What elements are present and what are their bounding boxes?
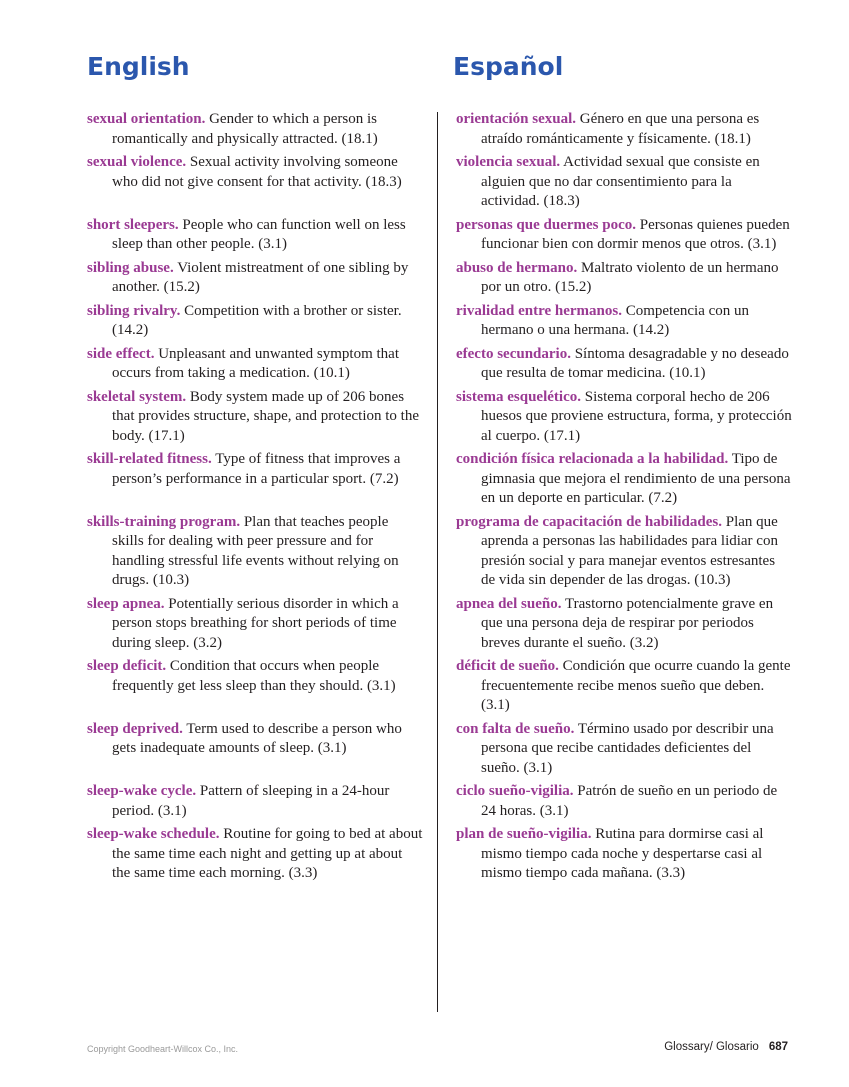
glossary-entry-es	[456, 657, 792, 716]
page-footer	[664, 1041, 788, 1053]
glossary-term: orientación sexual.	[456, 111, 576, 127]
glossary-term: déficit de sueño.	[456, 658, 559, 674]
glossary-entry-en	[87, 513, 423, 591]
glossary-entry-en	[87, 345, 423, 384]
glossary-definition: Condition that occurs when people frequently get less sleep than they should. (3.1)	[112, 658, 396, 694]
glossary-definition: Actividad sexual que consiste en alguien que no dar consentimiento para la actividad. (18.3)	[481, 154, 760, 209]
glossary-entry-es	[456, 110, 792, 149]
copyright: Copyright Goodheart-Willcox Co., Inc.	[87, 1044, 239, 1054]
glossary-entry-en	[87, 450, 423, 509]
glossary-term: short sleepers.	[87, 216, 179, 233]
glossary-term: condición física relacionada a la habilidad.	[456, 451, 729, 467]
glossary-term: sleep deprived.	[87, 720, 183, 737]
glossary-term: skeletal system.	[87, 388, 187, 405]
glossary-definition: Género en que una persona es atraído románticamente y físicamente. (18.1)	[481, 111, 760, 147]
glossary-definition: Término usado por describir una persona que recibe cantidades deficientes del sueño. (3.1)	[481, 720, 774, 776]
section-label: Glossary/ Glosario	[664, 1041, 759, 1053]
glossary-definition: Gender to which a person is romantically and physically attracted. (18.1)	[112, 111, 378, 147]
page-number: 687	[768, 1041, 788, 1053]
glossary-term: sexual violence.	[87, 154, 187, 170]
glossary-term: sleep-wake cycle.	[87, 783, 197, 799]
glossary-definition: Personas quienes pueden funcionar bien con dormir menos que otros. (3.1)	[481, 216, 790, 252]
glossary-term: ciclo sueño-vigilia.	[456, 783, 574, 799]
glossary-definition: Term used to describe a person who gets inadequate amounts of sleep. (3.1)	[112, 720, 402, 756]
glossary-entry-es	[456, 259, 792, 298]
glossary-definition: Pattern of sleeping in a 24-hour period. (3.1)	[112, 783, 390, 819]
english-heading: English	[87, 52, 190, 81]
glossary-entry-en	[87, 259, 423, 298]
glossary-definition: Síntoma desagradable y no deseado que resulta de tomar medicina. (10.1)	[481, 345, 789, 381]
glossary-definition: Tipo de gimnasia que mejora el rendimiento de una persona en un deporte en particular. (7.2)	[481, 451, 791, 506]
glossary-term: sibling rivalry.	[87, 302, 181, 319]
glossary-term: side effect.	[87, 345, 155, 362]
glossary-definition: People who can function well on less sleep than other people. (3.1)	[112, 216, 406, 252]
glossary-entry-es	[456, 513, 792, 591]
glossary-entry-en	[87, 216, 423, 255]
glossary-definition: Type of fitness that improves a person’s performance in a particular sport. (7.2)	[112, 451, 401, 487]
glossary-term: plan de sueño-vigilia.	[456, 826, 592, 842]
glossary-entry-es	[456, 153, 792, 212]
glossary-entry-en	[87, 825, 423, 884]
glossary-entry-es	[456, 345, 792, 384]
glossary-entry-en	[87, 302, 423, 341]
glossary-definition: Competition with a brother or sister. (14.2)	[112, 302, 402, 338]
glossary-entry-en	[87, 782, 423, 821]
glossary-term: violencia sexual.	[456, 154, 561, 170]
glossary-entry-es	[456, 825, 792, 884]
glossary-entry-en	[87, 388, 423, 447]
glossary-term: sleep apnea.	[87, 595, 165, 612]
glossary-term: sibling abuse.	[87, 259, 174, 276]
glossary-entry-es	[456, 302, 792, 341]
glossary-term: con falta de sueño.	[456, 720, 575, 737]
glossary-definition: Body system made up of 206 bones that provides structure, shape, and protection to the body. (17.1)	[112, 388, 419, 444]
glossary-term: skills-training program.	[87, 513, 241, 530]
glossary-entry-en	[87, 153, 423, 212]
glossary-definition: Unpleasant and unwanted symptom that occurs from taking a medication. (10.1)	[112, 345, 400, 381]
glossary-entry-en	[87, 720, 423, 779]
glossary-term: skill-related fitness.	[87, 451, 212, 467]
glossary-definition: Potentially serious disorder in which a person stops breathing for short periods of time during sleep. (3.2)	[112, 595, 399, 651]
glossary-term: efecto secundario.	[456, 345, 571, 362]
glossary-definition: Rutina para dormirse casi al mismo tiempo cada noche y despertarse casi al mismo tiempo cada mañana. (3.3)	[481, 826, 764, 881]
spanish-heading: Español	[453, 52, 564, 81]
glossary-definition: Patrón de sueño en un periodo de 24 horas. (3.1)	[481, 783, 778, 819]
glossary-entry-es	[456, 216, 792, 255]
glossary-entry-es	[456, 388, 792, 447]
glossary-entry-es	[456, 782, 792, 821]
glossary-definition: Violent mistreatment of one sibling by another. (15.2)	[112, 259, 409, 295]
glossary-entry-es	[456, 720, 792, 779]
glossary-definition: Sexual activity involving someone who did not give consent for that activity. (18.3)	[112, 154, 402, 190]
glossary-term: personas que duermes poco.	[456, 216, 637, 233]
glossary-definition: Condición que ocurre cuando la gente frecuentemente recibe menos sueño que deben. (3.1)	[481, 658, 791, 713]
glossary-term: sleep-wake schedule.	[87, 826, 220, 842]
glossary-entries	[87, 110, 792, 884]
glossary-entry-en	[87, 595, 423, 654]
glossary-term: sexual orientation.	[87, 111, 206, 127]
glossary-definition: Plan que aprenda a personas las habilidades para lidiar con presión social y para manejar eventos estresantes de vida sin depender de las drogas. (10.3)	[481, 513, 778, 588]
glossary-definition: Competencia con un hermano o una hermana. (14.2)	[481, 302, 750, 338]
glossary-term: sistema esquelético.	[456, 388, 581, 405]
glossary-term: rivalidad entre hermanos.	[456, 302, 622, 319]
glossary-term: sleep deficit.	[87, 658, 167, 674]
glossary-entry-es	[456, 450, 792, 509]
glossary-term: programa de capacitación de habilidades.	[456, 513, 722, 530]
glossary-entry-en	[87, 110, 423, 149]
glossary-definition: Sistema corporal hecho de 206 huesos que proviene estructura, forma, y protección al cuerpo. (17.1)	[481, 388, 792, 444]
glossary-definition: Plan that teaches people skills for dealing with peer pressure and for handling stressful life events without relying on drugs. (10.3)	[112, 513, 399, 588]
glossary-definition: Maltrato violento de un hermano por un otro. (15.2)	[481, 259, 779, 295]
glossary-definition: Routine for going to bed at about the same time each night and getting up at about the same time each morning. (3.3)	[112, 826, 423, 881]
glossary-entry-es	[456, 595, 792, 654]
glossary-definition: Trastorno potencialmente grave en que una persona deja de respirar por periodos breves durante el sueño. (3.2)	[481, 595, 774, 651]
glossary-term: abuso de hermano.	[456, 259, 578, 276]
glossary-term: apnea del sueño.	[456, 595, 562, 612]
glossary-entry-en	[87, 657, 423, 716]
